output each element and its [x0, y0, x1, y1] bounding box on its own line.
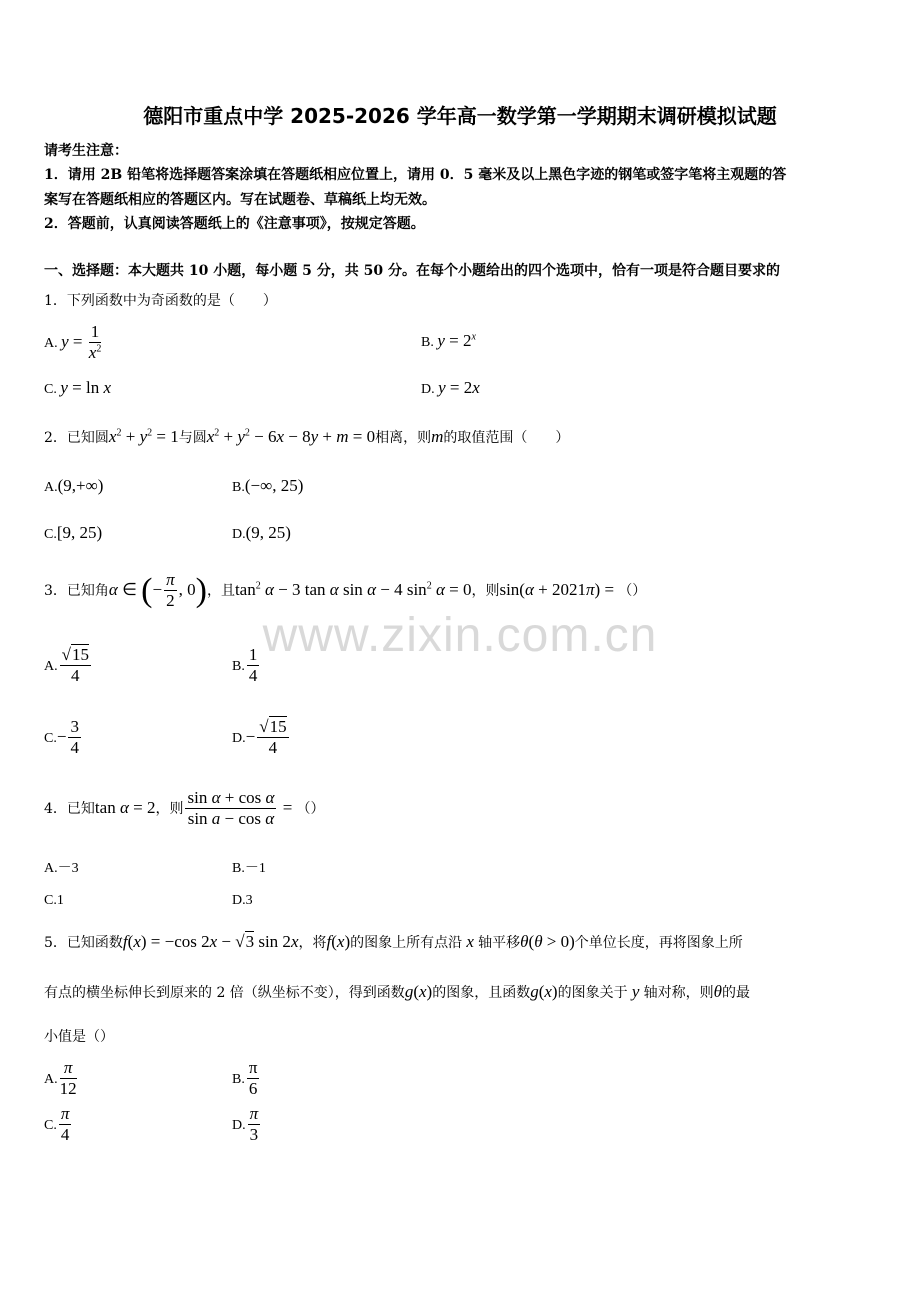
notice-heading: 请考生注意：	[44, 143, 128, 159]
option-label: B.	[421, 335, 434, 350]
option-label: A.	[44, 335, 58, 351]
stem-text: 相离，则	[375, 430, 432, 446]
question-5-stem-line-1: 5．已知函数f(x) = −cos 2x − √3 sin 2x，将f(x)的图象上所有点沿 x 轴平移θ(θ > 0)个单位长度，再将图象上所	[44, 932, 743, 951]
option-label: D.	[232, 1117, 246, 1133]
stem-text: （）	[296, 800, 325, 817]
question-5-stem-line-2: 有点的横坐标伸长到原来的 2 倍（纵坐标不变），得到函数g(x)的图象，且函数g(x)的图象关于 y 轴对称，则θ的最	[44, 982, 750, 1001]
stem-text: 与圆	[178, 430, 207, 446]
stem-text: 轴平移	[478, 935, 521, 951]
stem-text: 2．已知圆	[44, 430, 109, 446]
question-3-option-a[interactable]: A. $\frac{√15}{4}$	[44, 645, 89, 686]
question-5-stem-line-3: 小值是（）	[44, 1029, 114, 1045]
question-3-option-b[interactable]: B. $\frac{1}{4}$	[232, 645, 258, 686]
question-2-stem: 2．已知圆$x^2 + y^2 = 1$与圆$x^2 + y^2 - 6x - 8y + m = 0$相离，则m的取值范围（ ）	[44, 427, 570, 446]
question-4-option-c[interactable]: C.1	[44, 893, 64, 908]
option-label: B.	[232, 1071, 245, 1087]
question-1-option-c[interactable]: C. y = ln x	[44, 378, 111, 397]
notice-item-1-line-2: 案写在答题纸相应的答题区内。写在试题卷、草稿纸上均无效。	[44, 192, 436, 208]
section-heading: 一、选择题：本大题共 10 小题，每小题 5 分，共 50 分。在每个小题给出的四个选项中，恰有一项是符合题目要求的	[44, 263, 780, 279]
stem-text: 3．已知角	[44, 582, 109, 599]
option-label: D.	[232, 730, 246, 746]
option-label: C.	[44, 382, 57, 397]
question-3-stem: 3．已知角α ∈ (− $\frac{\pi}{2}$ , 0)，且$\tan^2 \alpha - 3$ tan α sin α − 4 $\sin^2 \alpha = 0$，则sin(α + 2021π) = （）	[44, 570, 647, 611]
question-2-option-c[interactable]: C.[9, 25)	[44, 523, 103, 542]
stem-text: ，将	[298, 935, 327, 951]
option-label: C.	[44, 527, 57, 542]
question-4-stem: 4．已知tan α = 2，则 $\frac{\text{sin α + cos α}}{\text{sin a − cos α}}$ = （）	[44, 788, 325, 829]
option-label: A.	[44, 658, 58, 674]
question-4-option-a[interactable]: A.－3	[44, 861, 79, 876]
stem-text: （）	[618, 582, 647, 599]
option-label: C.	[44, 1117, 57, 1133]
question-3-option-d[interactable]: D.− $\frac{√15}{4}$	[232, 717, 287, 758]
stem-text: ，则	[471, 582, 500, 599]
stem-text: 的图象关于	[557, 985, 628, 1001]
option-label: B.	[232, 480, 245, 495]
option-label: D.	[232, 527, 246, 542]
stem-text: 的图象，且函数	[432, 985, 531, 1001]
question-4-option-d[interactable]: D.3	[232, 893, 253, 908]
stem-text: 5．已知函数	[44, 935, 123, 951]
stem-text: ，则	[155, 800, 184, 817]
stem-text: 轴对称，则	[643, 985, 714, 1001]
notice-item-1-line-1: 1．请用 2B 铅笔将选择题答案涂填在答题纸相应位置上，请用 0．5 毫米及以上黑色字迹的钢笔或签字笔将主观题的答	[44, 167, 787, 183]
question-1-option-d[interactable]: D. y = 2x	[421, 378, 480, 397]
question-2-option-a[interactable]: A.(9,+∞)	[44, 476, 104, 495]
question-5-option-b[interactable]: B. $\frac{\pi}{6}$	[232, 1058, 258, 1099]
notice-item-2: 2．答题前，认真阅读答题纸上的《注意事项》，按规定答题。	[44, 216, 425, 232]
option-label: A.	[44, 480, 58, 495]
question-3-option-c[interactable]: C.− $\frac{3}{4}$	[44, 717, 79, 758]
stem-text: ，且	[206, 582, 235, 599]
stem-text: 4．已知	[44, 800, 95, 817]
question-5-option-c[interactable]: C. $\frac{\pi}{4}$	[44, 1104, 70, 1145]
option-label: A.	[44, 1071, 58, 1087]
question-4-option-b[interactable]: B.－1	[232, 861, 266, 876]
question-5-option-a[interactable]: A. $\frac{\pi}{12}$	[44, 1058, 77, 1099]
stem-text: 有点的横坐标伸长到原来的 2 倍（纵坐标不变），得到函数	[44, 985, 405, 1001]
question-2-option-b[interactable]: B.(−∞, 25)	[232, 476, 304, 495]
stem-text: 的最	[722, 985, 750, 1001]
question-2-option-d[interactable]: D.(9, 25)	[232, 523, 291, 542]
page-title: 德阳市重点中学 2025-2026 学年高一数学第一学期期末调研模拟试题	[143, 104, 777, 128]
option-label: B.	[232, 658, 245, 674]
question-1-stem: 1．下列函数中为奇函数的是（ ）	[44, 293, 277, 309]
question-5-option-d[interactable]: D. $\frac{\pi}{3}$	[232, 1104, 259, 1145]
stem-text: 的取值范围（ ）	[443, 430, 570, 446]
question-1-option-b[interactable]: B. $y = 2^x$	[421, 331, 476, 350]
question-1-option-a[interactable]: A. y = $\frac{1}{x^2}$	[44, 322, 102, 363]
watermark: www.zixin.com.cn	[262, 609, 658, 662]
option-label: D.	[421, 382, 435, 397]
stem-text: 的图象上所有点沿	[350, 935, 463, 951]
option-label: C.	[44, 730, 57, 746]
stem-text: 个单位长度，再将图象上所	[574, 935, 743, 951]
